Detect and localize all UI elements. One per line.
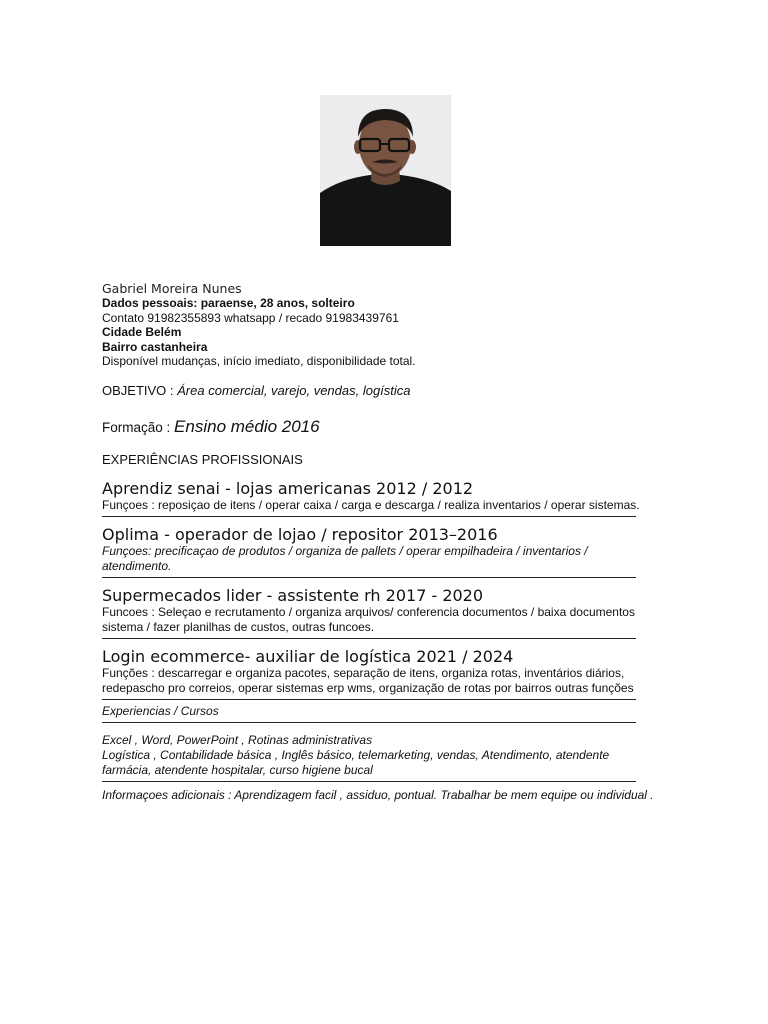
additional-info: Informaçoes adicionais : Aprendizagem facil , assiduo, pontual. Trabalhar be mem equipe ou individual . <box>102 787 654 802</box>
city-line: Cidade Belém <box>102 325 182 339</box>
objective <box>102 383 654 399</box>
divider <box>102 699 636 700</box>
objective-label: OBJETIVO : <box>102 382 174 398</box>
job-entry <box>102 525 654 578</box>
job-entry <box>102 647 654 700</box>
divider <box>102 516 636 517</box>
resume-content <box>102 281 654 803</box>
job-title: Aprendiz senai - lojas americanas 2012 / 2012 <box>102 478 474 498</box>
job-description: Funçoes : reposiçao de itens / operar caixa / carga e descarga / realiza inventarios / operar sistemas. <box>102 497 640 512</box>
job-title: Oplima - operador de lojao / repositor 2013–2016 <box>102 524 498 544</box>
job-entry <box>102 586 654 639</box>
divider <box>102 722 636 723</box>
divider <box>102 577 636 578</box>
education <box>102 417 654 438</box>
courses-list: Logística , Contabilidade básica , Inglês básico, telemarketing, vendas, Atendimento, atendente farmácia, atendente hospitalar, curso higiene bucal <box>102 747 610 777</box>
contact-line: Contato 91982355893 whatsapp / recado 91983439761 <box>102 310 399 325</box>
objective-value: Área comercial, varejo, vendas, logística <box>177 382 411 398</box>
education-label: Formação : <box>102 419 171 435</box>
courses-heading: Experiencias / Cursos <box>102 703 219 718</box>
job-entry <box>102 479 654 517</box>
candidate-name: Gabriel Moreira Nunes <box>102 281 242 296</box>
divider <box>102 638 636 639</box>
job-description: Funções : descarregar e organiza pacotes, separação de itens, organiza rotas, inventários diários, redepascho pro correios, operar sistemas erp wms, organização de rotas por bairros outras funções <box>102 665 634 695</box>
district-line: Bairro castanheira <box>102 339 208 354</box>
job-title: Supermecados lider - assistente rh 2017 - 2020 <box>102 585 484 605</box>
education-value: Ensino médio 2016 <box>174 416 320 436</box>
personal-data: Dados pessoais: paraense, 28 anos, solteiro <box>102 296 355 310</box>
job-title: Login ecommerce- auxiliar de logística 2021 / 2024 <box>102 646 514 666</box>
experiences-heading: EXPERIÊNCIAS PROFISSIONAIS <box>102 451 303 467</box>
job-description: Funcoes : Seleçao e recrutamento / organiza arquivos/ conferencia documentos / baixa documentos sistema / fazer planilhas de custos, outras funcoes. <box>102 604 635 634</box>
job-description: Funçoes: precificaçao de produtos / organiza de pallets / operar empilhadeira / inventarios / atendimento. <box>102 543 588 573</box>
divider <box>102 781 636 782</box>
courses-line: Excel , Word, PowerPoint , Rotinas administrativas <box>102 732 373 747</box>
availability-line: Disponível mudanças, início imediato, disponibilidade total. <box>102 354 416 368</box>
profile-photo <box>320 95 451 246</box>
